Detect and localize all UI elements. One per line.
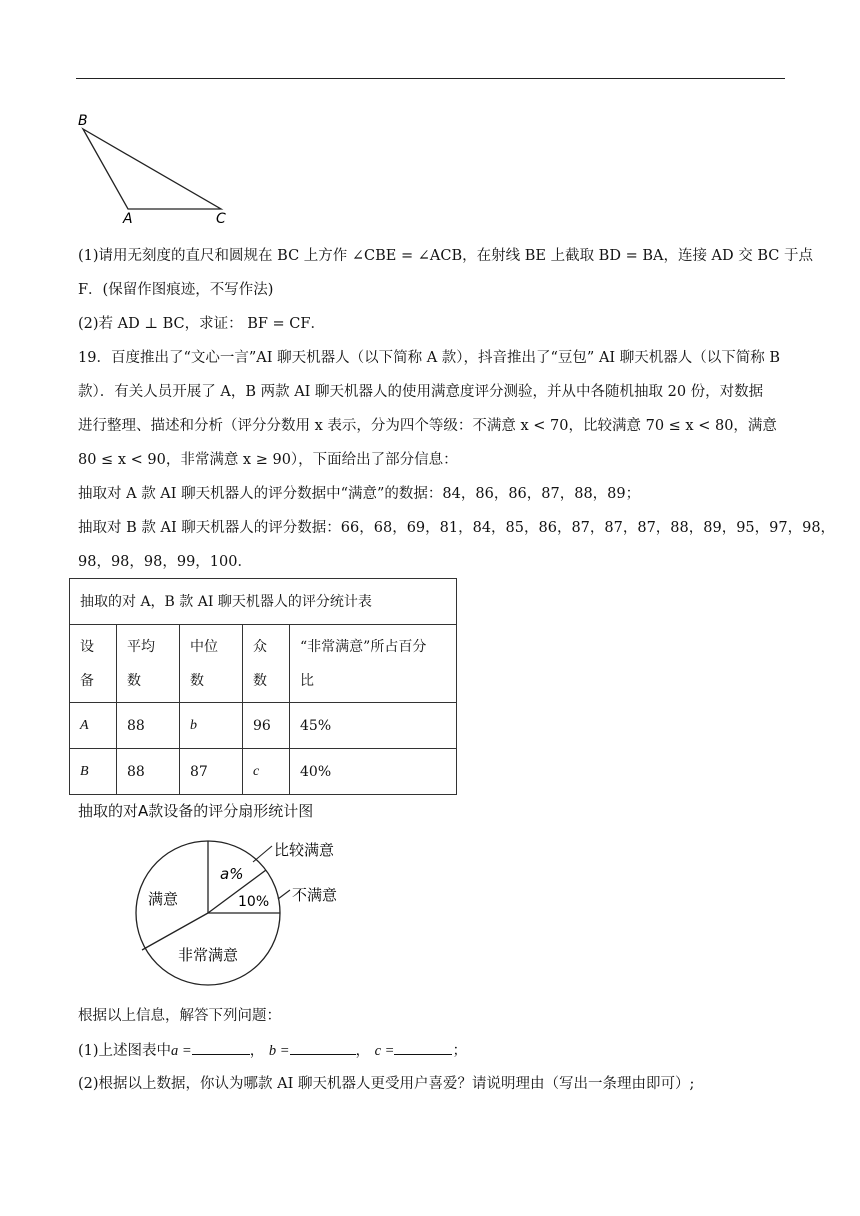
q18-part1-line2: F．(保留作图痕迹，不写作法) bbox=[78, 282, 274, 298]
q19-data-b-line1: 抽取对 B 款 AI 聊天机器人的评分数据：66，68，69，81，84，85，86，87，87，87，88，89，95，97，98， bbox=[78, 520, 836, 536]
header-very-satisfied-pct: “非常满意”所占百分 比 bbox=[290, 625, 457, 703]
vertex-label-a: A bbox=[123, 211, 133, 227]
header-device: 设 备 bbox=[70, 625, 117, 703]
cell-device: A bbox=[70, 703, 117, 749]
q19-line2: 款）．有关人员开展了 A，B 两款 AI 聊天机器人的使用满意度评分测验，并从中各随机抽取 20 份，对数据 bbox=[78, 384, 764, 400]
cell-mean: 88 bbox=[117, 703, 180, 749]
pie-label-satisfied: 满意 bbox=[148, 890, 179, 908]
header-median: 中位 数 bbox=[180, 625, 243, 703]
header-rule bbox=[76, 78, 785, 79]
q19-data-a: 抽取对 A 款 AI 聊天机器人的评分数据中“满意”的数据：84，86，86，87，88，89； bbox=[78, 486, 641, 502]
answer-blank-c[interactable] bbox=[394, 1040, 452, 1055]
answer-label-b: b = bbox=[268, 1043, 290, 1059]
answer-blank-a[interactable] bbox=[192, 1040, 250, 1055]
vertex-label-b: B bbox=[78, 113, 88, 129]
pie-label-fairly: 比较满意 bbox=[274, 841, 335, 859]
vertex-label-c: C bbox=[216, 211, 226, 227]
header-mean: 平均 数 bbox=[117, 625, 180, 703]
question-1: (1)上述图表中a = ， b = ， c = ； bbox=[78, 1040, 467, 1061]
pie-label-unsatisfied: 不满意 bbox=[292, 886, 338, 904]
table-title: 抽取的对 A，B 款 AI 聊天机器人的评分统计表 bbox=[70, 579, 457, 625]
q19-data-b-line2: 98，98，98，99，100． bbox=[78, 554, 252, 570]
pie-chart bbox=[120, 822, 370, 1002]
header-mode: 众数 bbox=[243, 625, 290, 703]
stats-table bbox=[69, 578, 457, 795]
q19-line4: 80 ≤ x < 90，非常满意 x ≥ 90），下面给出了部分信息： bbox=[78, 452, 458, 468]
q18-part1-line1: (1)请用无刻度的直尺和圆规在 BC 上方作 ∠CBE = ∠ACB，在射线 BE 上截取 BD = BA，连接 AD 交 BC 于点 bbox=[78, 248, 814, 264]
question-2: (2)根据以上数据，你认为哪款 AI 聊天机器人更受用户喜爱？请说明理由（写出一条理由即可）; bbox=[78, 1076, 695, 1092]
pie-label-very: 非常满意 bbox=[178, 946, 239, 964]
questions-intro: 根据以上信息，解答下列问题： bbox=[78, 1008, 281, 1024]
q18-part2: (2)若 AD ⊥ BC，求证： BF = CF． bbox=[78, 316, 325, 332]
leader-fairly bbox=[253, 846, 272, 862]
answer-label-c: c = bbox=[374, 1043, 395, 1059]
triangle-figure bbox=[70, 108, 240, 228]
cell-device: B bbox=[70, 749, 117, 795]
table-row bbox=[70, 703, 457, 749]
cell-pct: 40% bbox=[290, 749, 457, 795]
cell-median: b bbox=[180, 703, 243, 749]
cell-pct: 45% bbox=[290, 703, 457, 749]
pie-divider-lower-left bbox=[142, 913, 208, 950]
cell-median: 87 bbox=[180, 749, 243, 795]
cell-mode: c bbox=[243, 749, 290, 795]
triangle-abc bbox=[83, 129, 221, 209]
pie-label-a-pct: a% bbox=[220, 865, 244, 883]
leader-unsatisfied bbox=[278, 890, 290, 899]
cell-mode: 96 bbox=[243, 703, 290, 749]
answer-label-a: a = bbox=[171, 1043, 192, 1059]
cell-mean: 88 bbox=[117, 749, 180, 795]
table-row bbox=[70, 749, 457, 795]
q19-line3: 进行整理、描述和分析（评分分数用 x 表示，分为四个等级：不满意 x < 70，比较满意 70 ≤ x < 80，满意 bbox=[78, 418, 777, 434]
answer-blank-b[interactable] bbox=[290, 1040, 356, 1055]
pie-label-ten-pct: 10% bbox=[238, 894, 270, 910]
q19-line1: 19．百度推出了“文心一言”AI 聊天机器人（以下简称 A 款），抖音推出了“豆包” AI 聊天机器人（以下简称 B bbox=[78, 350, 781, 366]
pie-chart-title: 抽取的对A款设备的评分扇形统计图 bbox=[78, 802, 314, 820]
